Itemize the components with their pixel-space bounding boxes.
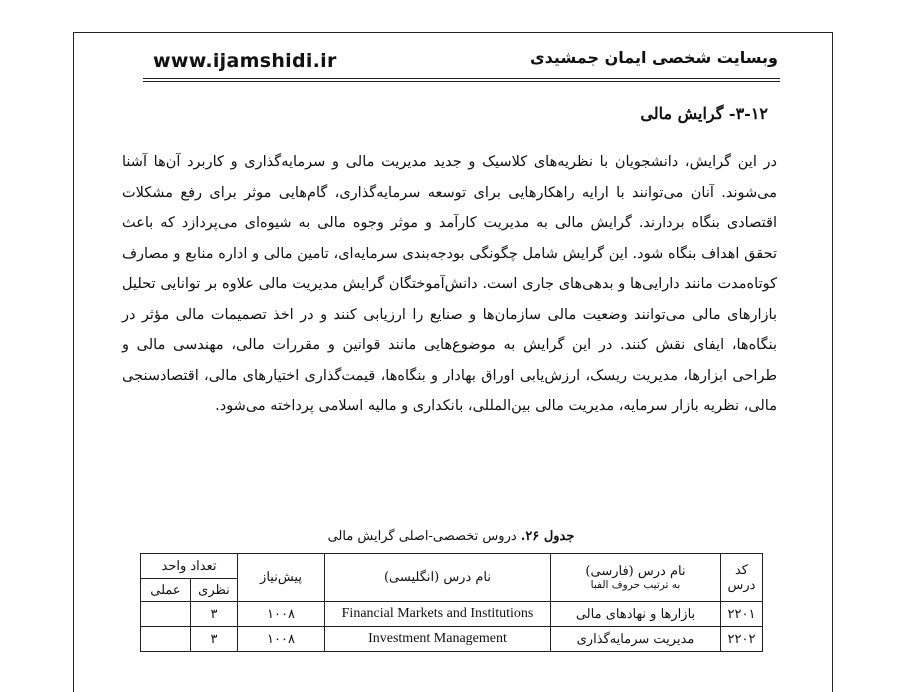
table-caption bbox=[140, 529, 762, 544]
courses-table bbox=[140, 553, 763, 652]
cell-name-en: Investment Management bbox=[325, 627, 551, 652]
cell-practical bbox=[141, 627, 191, 652]
cell-name-fa: مدیریت سرمایه‌گذاری bbox=[551, 627, 721, 652]
header-code: کد درس bbox=[721, 554, 763, 602]
cell-name-en: Financial Markets and Institutions bbox=[325, 602, 551, 627]
cell-theory: ۳ bbox=[191, 602, 238, 627]
cell-name-fa: بازارها و نهادهای مالی bbox=[551, 602, 721, 627]
paragraph-text: در این گرایش، دانشجویان با نظریه‌های کلاسیک و جدید مدیریت مالی و سرمایه‌گذاری و کاربرد آن‌ها آشنا می‌شوند. آنان می‌توانند با ارایه راهکارهایی برای توسعه سرمایه‌گذاری، گام‌هایی موثر برای رفع مشکلات اقتصادی بنگاه بردارند. گرایش مالی به مدیریت کارآمد و موثر وجوه مالی به شیوه‌ای می‌پردازد که باعث تحقق اهداف بنگاه شود. این گرایش شامل چگونگی بودجه‌بندی سرمایه‌ای، تامین مالی و اداره منابع و مصارف کوتاه‌مدت مانند دارایی‌ها و بدهی‌های جاری است. دانش‌آموختگان گرایش مدیریت مالی علاوه بر توانایی تحلیل بازارهای مالی می‌توانند وضعیت مالی سازمان‌ها و صنایع را ارزیابی کنند و در اخذ تصمیمات مالی مؤثر در بنگاه‌ها، ایفای نقش کنند. در این گرایش به موضوع‌هایی مانند قوانین و مقررات مالی، مهندسی مالی و طراحی ابزارها، مدیریت ریسک، ارزش‌یابی اوراق بهادار و بنگاه‌ها، قیمت‌گذاری اختیارهای مالی، اقتصادسنجی مالی، نظریه بازار سرمایه، مدیریت مالی بین‌المللی، بانکداری و مالیه اسلامی پرداخته می‌شود. bbox=[122, 154, 777, 414]
cell-prereq: ۱۰۰۸ bbox=[238, 602, 325, 627]
header-name-en: نام درس (انگلیسی) bbox=[325, 554, 551, 602]
header-name-fa: نام درس (فارسی) به ترتیب حروف الفبا bbox=[551, 554, 721, 602]
table-row bbox=[141, 602, 763, 627]
cell-theory: ۳ bbox=[191, 627, 238, 652]
cell-code: ۲۲۰۲ bbox=[721, 627, 763, 652]
header-rule bbox=[143, 78, 780, 79]
header-units: تعداد واحد bbox=[141, 554, 238, 579]
site-name: وبسایت شخصی ایمان جمشیدی bbox=[530, 48, 778, 67]
header-practical: عملی bbox=[141, 579, 191, 602]
table-caption-label: جدول ۲۶. bbox=[520, 529, 575, 544]
table-row bbox=[141, 627, 763, 652]
cell-practical bbox=[141, 602, 191, 627]
header-theory: نظری bbox=[191, 579, 238, 602]
table-caption-text: دروس تخصصی-اصلی گرایش مالی bbox=[327, 529, 517, 544]
section-heading: ۳-۱۲- گرایش مالی bbox=[640, 104, 768, 123]
header-rule-thin bbox=[143, 81, 780, 82]
header-prereq: پیش‌نیاز bbox=[238, 554, 325, 602]
site-url: www.ijamshidi.ir bbox=[153, 50, 337, 72]
cell-code: ۲۲۰۱ bbox=[721, 602, 763, 627]
cell-prereq: ۱۰۰۸ bbox=[238, 627, 325, 652]
body-paragraph bbox=[122, 147, 777, 422]
table-header-row bbox=[141, 554, 763, 579]
